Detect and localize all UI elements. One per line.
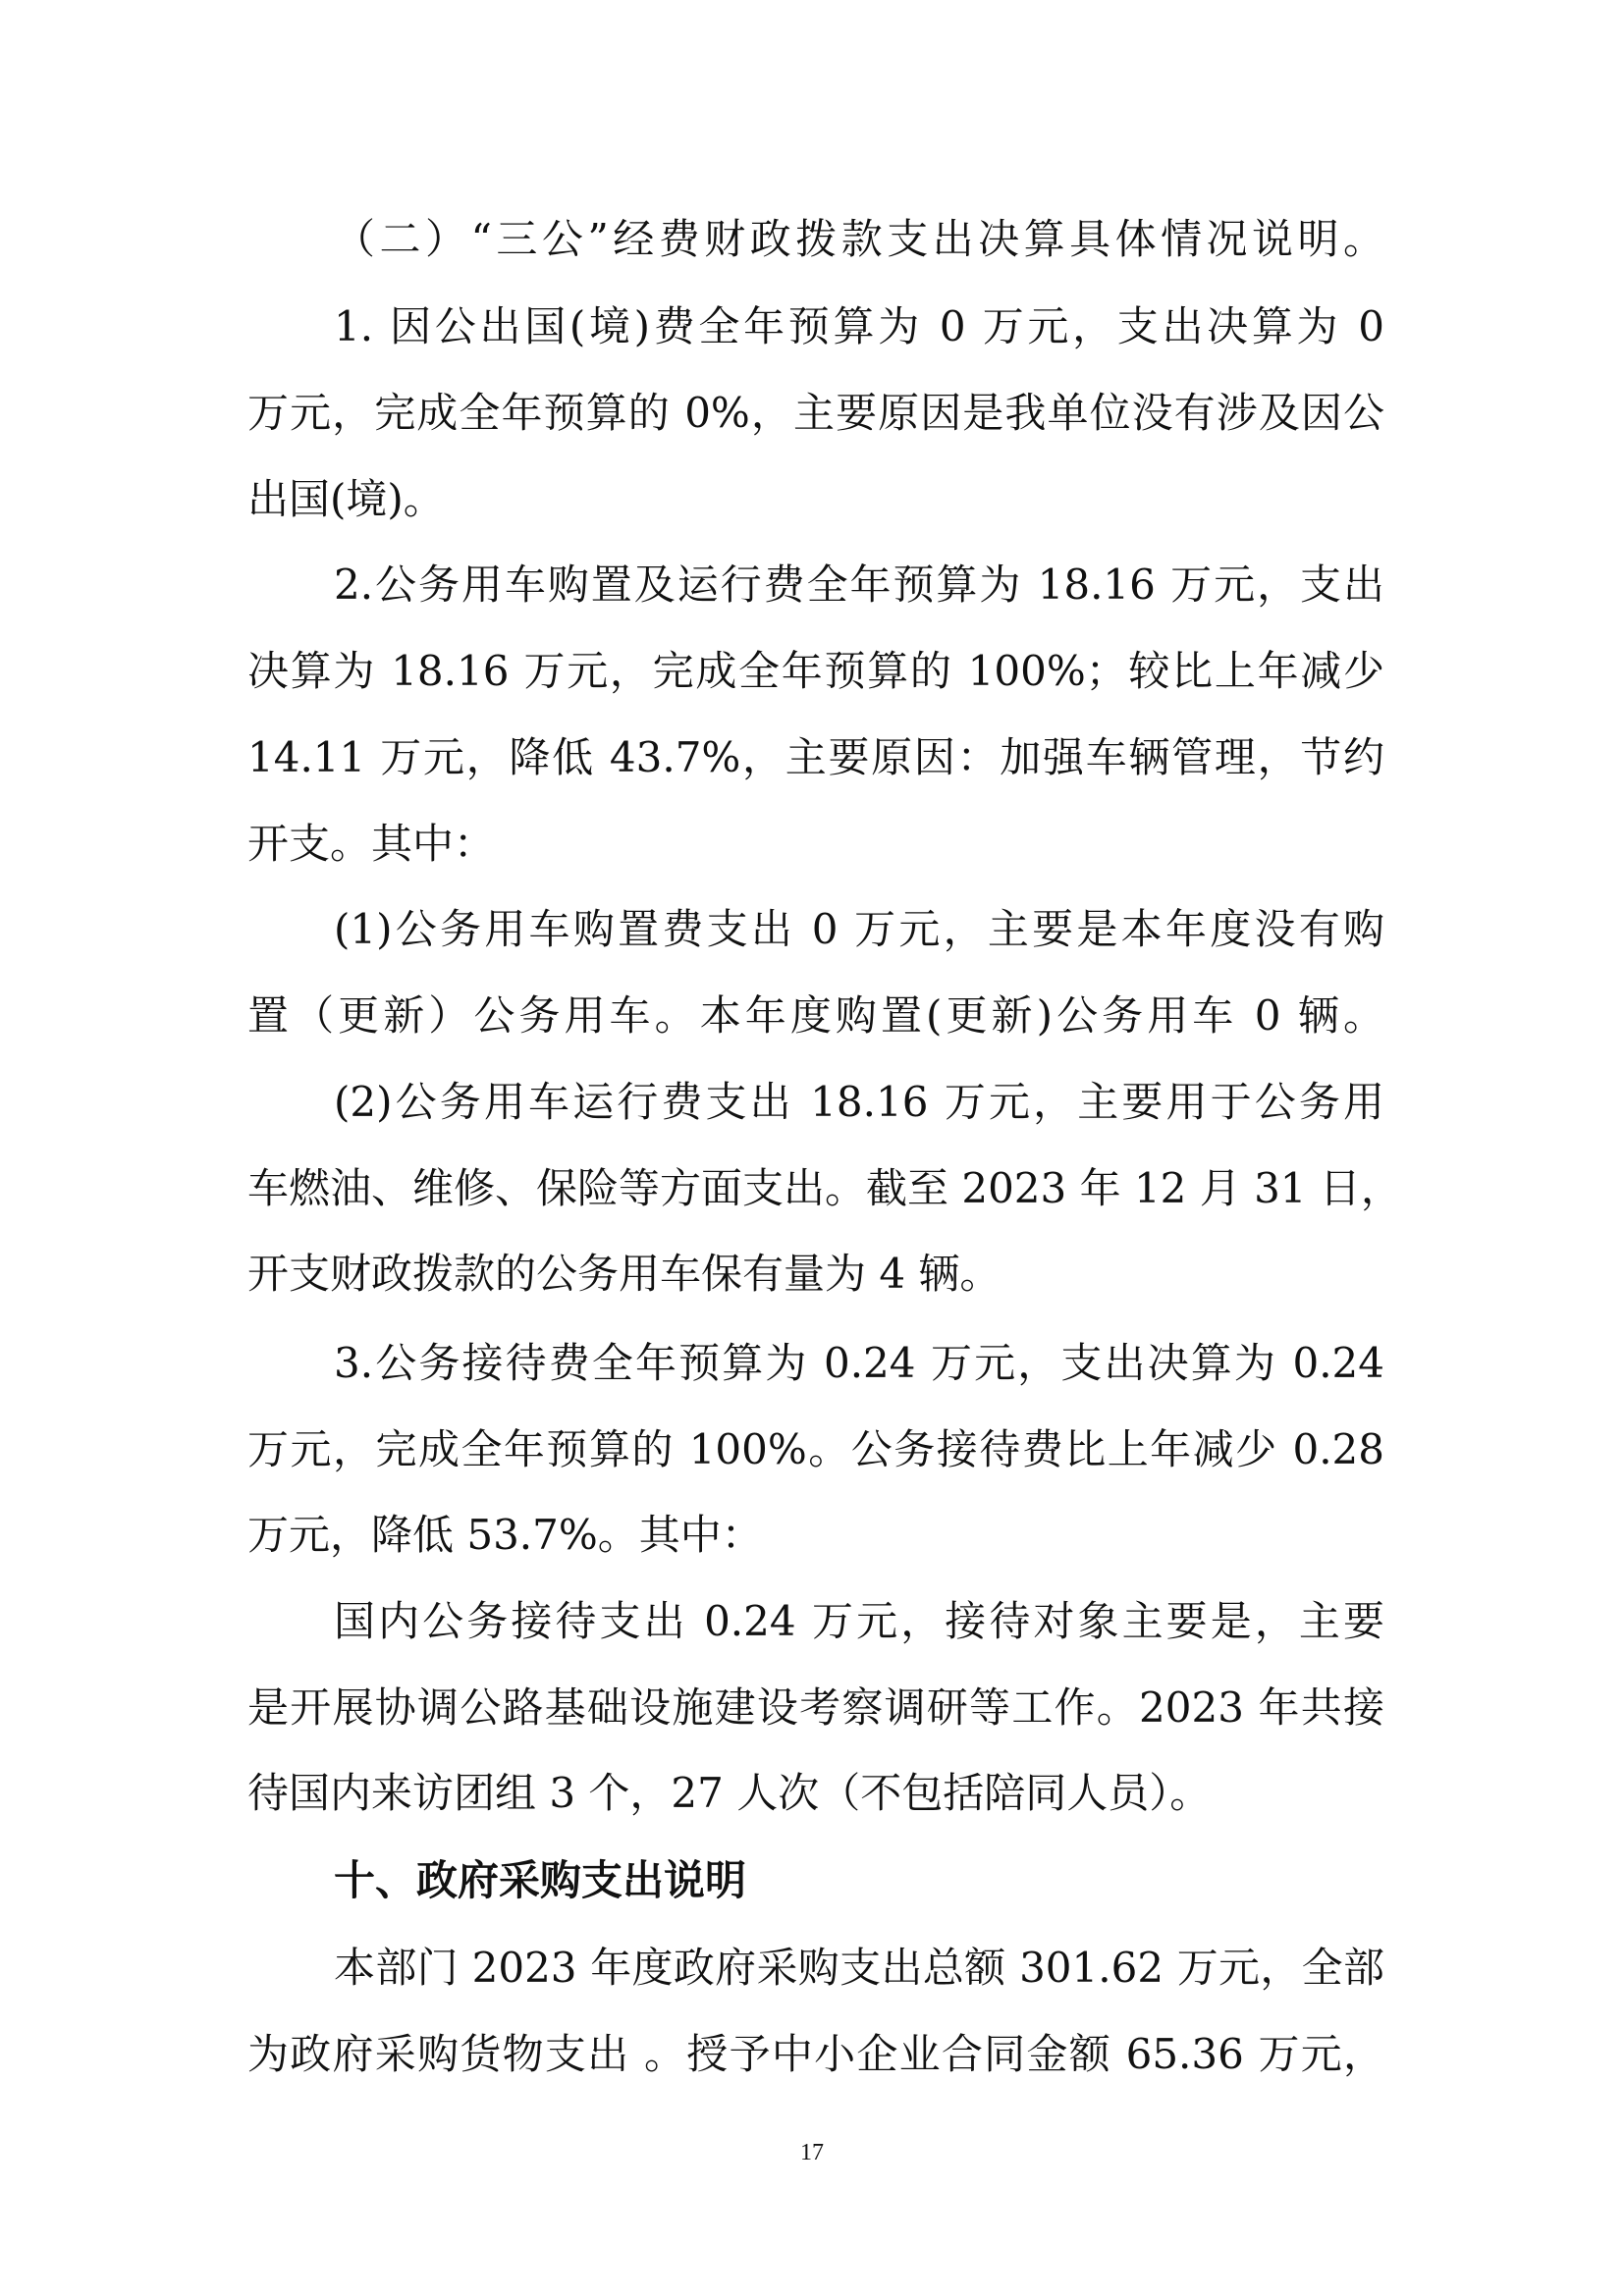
- paragraph-domestic-reception-line-3: 待国内来访团组 3 个，27 人次（不包括陪同人员）。: [247, 1769, 1212, 1817]
- paragraph-domestic-reception-line-1: 国内公务接待支出 0.24 万元，接待对象主要是，主要: [334, 1597, 1384, 1645]
- paragraph-vehicle-line-1: 2.公务用车购置及运行费全年预算为 18.16 万元，支出: [334, 561, 1384, 609]
- paragraph-vehicle-line-3: 14.11 万元，降低 43.7%，主要原因：加强车辆管理，节约: [247, 733, 1384, 781]
- paragraph-procurement-line-2: 为政府采购货物支出 。授予中小企业合同金额 65.36 万元，: [247, 2030, 1384, 2078]
- paragraph-vehicle-purchase-line-1: (1)公务用车购置费支出 0 万元，主要是本年度没有购: [334, 905, 1384, 953]
- paragraph-vehicle-operation-line-2: 车燃油、维修、保险等方面支出。截至 2023 年 12 月 31 日，: [247, 1164, 1402, 1212]
- paragraph-procurement-line-1: 本部门 2023 年度政府采购支出总额 301.62 万元，全部: [334, 1944, 1384, 1992]
- paragraph-overseas-travel-line-2: 万元，完成全年预算的 0%，主要原因是我单位没有涉及因公: [247, 389, 1384, 437]
- paragraph-domestic-reception-line-2: 是开展协调公路基础设施建设考察调研等工作。2023 年共接: [247, 1683, 1384, 1732]
- paragraph-vehicle-purchase-line-2: 置（更新）公务用车。本年度购置(更新)公务用车 0 辆。: [247, 991, 1384, 1040]
- paragraph-overseas-travel-line-3: 出国(境)。: [247, 475, 445, 523]
- paragraph-subheading-three-public-expenses: （二）“三公”经费财政拨款支出决算具体情况说明。: [334, 215, 1384, 263]
- paragraph-vehicle-operation-line-1: (2)公务用车运行费支出 18.16 万元，主要用于公务用: [334, 1078, 1384, 1126]
- paragraph-vehicle-operation-line-3: 开支财政拨款的公务用车保有量为 4 辆。: [247, 1250, 1001, 1298]
- paragraph-reception-line-1: 3.公务接待费全年预算为 0.24 万元，支出决算为 0.24: [334, 1339, 1384, 1387]
- section-heading-government-procurement: 十、政府采购支出说明: [334, 1856, 747, 1904]
- paragraph-reception-line-3: 万元，降低 53.7%。其中：: [247, 1511, 763, 1559]
- paragraph-vehicle-line-4: 开支。其中：: [247, 820, 496, 868]
- paragraph-reception-line-2: 万元，完成全年预算的 100%。公务接待费比上年减少 0.28: [247, 1425, 1384, 1473]
- paragraph-vehicle-line-2: 决算为 18.16 万元，完成全年预算的 100%；较比上年减少: [247, 647, 1384, 695]
- page-number: 17: [800, 2140, 824, 2165]
- paragraph-overseas-travel-line-1: 1. 因公出国(境)费全年预算为 0 万元，支出决算为 0: [334, 302, 1384, 350]
